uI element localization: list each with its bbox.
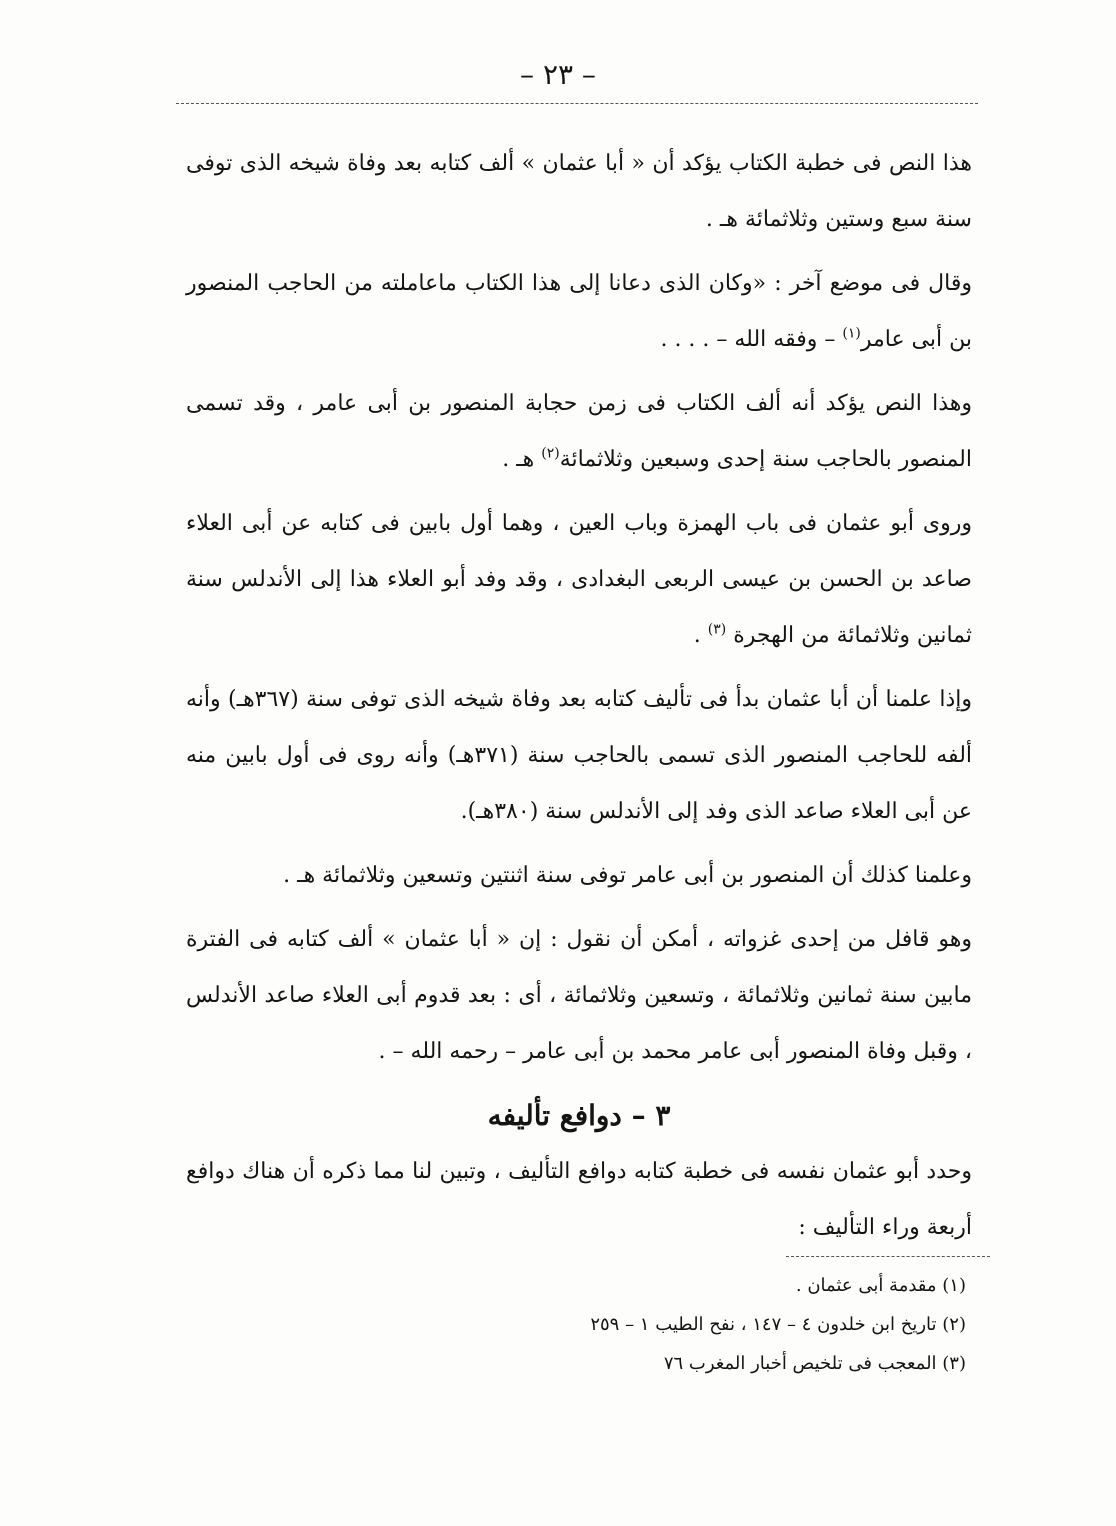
header-divider [176, 103, 978, 104]
paragraph-1: هذا النص فى خطبة الكتاب يؤكد أن « أبا عثمان » ألف كتابه بعد وفاة شيخه الذى توفى سنة سبع وستين وثلاثمائة هـ . [186, 151, 973, 232]
page-number: – ٢٣ – [520, 58, 596, 91]
paragraph-2-tail: – وفقه الله – . . . . [660, 327, 843, 352]
paragraph-2-text: وقال فى موضع آخر : «وكان الذى دعانا إلى هذا الكتاب ماعاملته من الحاجب المنصور بن أبى عامر [186, 271, 972, 352]
paragraph-5: وإذا علمنا أن أبا عثمان بدأ فى تأليف كتابه بعد وفاة شيخه الذى توفى سنة (٣٦٧هـ) وأنه ألفه للحاجب المنصور الذى تسمى بالحاجب سنة (٣٧١هـ) وأنه روى فى أول بابين منه عن أبى العلاء صاعد الذى وفد إلى الأندلس سنة (٣٨٠هـ). [186, 687, 973, 824]
body-text [186, 136, 972, 1264]
footnote-ref-2: (٢) [541, 445, 560, 462]
paragraph-3-tail: هـ . [502, 447, 535, 472]
footnote-divider [786, 1256, 990, 1257]
footnote-3: (٣) المعجب فى تلخيص أخبار المغرب ٧٦ [663, 1353, 966, 1374]
paragraph-2 [186, 256, 972, 368]
paragraph-6: وعلمنا كذلك أن المنصور بن أبى عامر توفى سنة اثنتين وتسعين وثلاثمائة هـ . [283, 863, 972, 888]
paragraph-4 [186, 496, 972, 664]
paragraph-7: وهو قافل من إحدى غزواته ، أمكن أن نقول : إن « أبا عثمان » ألف كتابه فى الفترة مابين سنة ثمانين وثلاثمائة ، وتسعين وثلاثمائة ، أى : بعد قدوم أبى العلاء صاعد الأندلس ، وقبل وفاة المنصور أبى عامر محمد بن أبى عامر – رحمه الله – . [186, 927, 972, 1064]
footnotes [360, 1266, 966, 1383]
footnote-1: (١) مقدمة أبى عثمان . [795, 1275, 966, 1296]
footnote-ref-3: (٣) [707, 621, 727, 638]
paragraph-3 [186, 376, 972, 488]
footnote-2: (٢) تاريخ ابن خلدون ٤ – ١٤٧ ، نفح الطيب ١ – ٢٥٩ [590, 1314, 966, 1335]
paragraph-8: وحدد أبو عثمان نفسه فى خطبة كتابه دوافع التأليف ، وتبين لنا مما ذكره أن هناك دوافع أربعة وراء التأليف : [186, 1159, 972, 1240]
section-heading: ٣ – دوافع تأليفه [487, 1099, 671, 1132]
paragraph-4-text: وروى أبو عثمان فى باب الهمزة وباب العين ، وهما أول بابين فى كتابه عن أبى العلاء صاعد بن الحسن بن عيسى الربعى البغدادى ، وقد وفد أبو العلاء هذا إلى الأندلس سنة ثمانين وثلاثمائة من الهجرة [186, 511, 972, 648]
footnote-ref-1: (١) [842, 325, 861, 342]
paragraph-3-text: وهذا النص يؤكد أنه ألف الكتاب فى زمن حجابة المنصور بن أبى عامر ، وقد تسمى المنصور بالحاجب سنة إحدى وسبعين وثلاثمائة [186, 391, 972, 472]
paragraph-4-tail: . [693, 623, 708, 648]
